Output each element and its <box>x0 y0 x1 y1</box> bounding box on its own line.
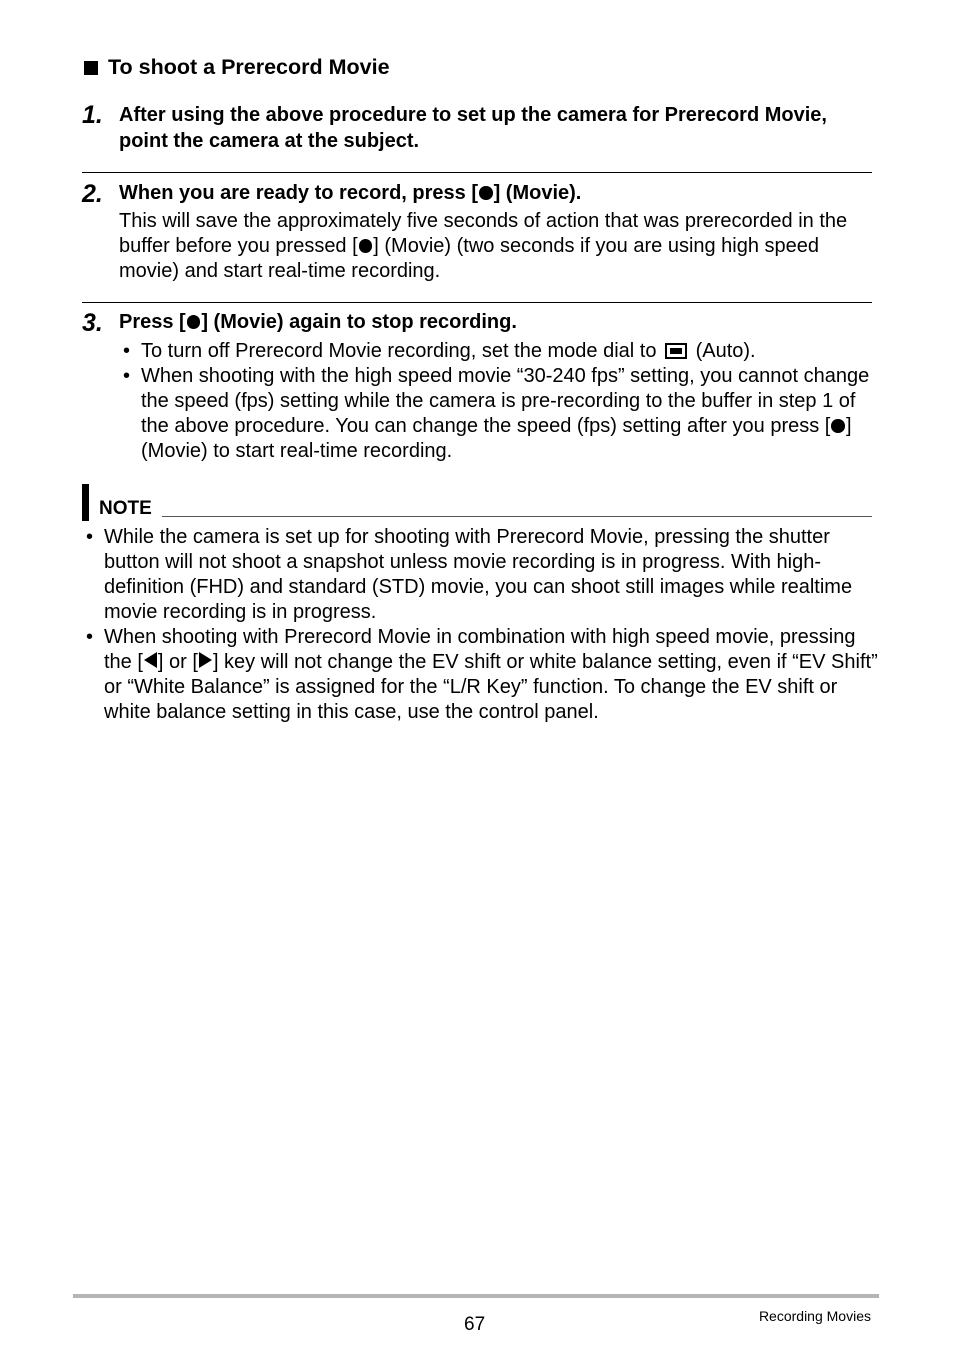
section-title-text: To shoot a Prerecord Movie <box>108 55 390 79</box>
auto-mode-icon <box>665 343 687 359</box>
footer-section-name: Recording Movies <box>758 1308 871 1324</box>
page-number: 67 <box>464 1314 486 1335</box>
step-3-number: 3. <box>82 309 103 337</box>
movie-button-icon <box>831 419 845 433</box>
note-divider <box>162 516 872 517</box>
list-item: • When shooting with Prerecord Movie in combination with high speed movie, pressing the [ ] or [ ] key will not change the EV shift or white balance setting, even if “EV Shift” or “White Balance” is assigned for the “L/R Key” function. To change the EV shift or white balance setting in this case, use the control panel. <box>82 625 882 725</box>
left-arrow-key-icon <box>144 652 157 668</box>
step-2-number: 2. <box>82 180 103 208</box>
movie-button-icon <box>359 239 373 253</box>
step-2-heading: When you are ready to record, press [ ] (Movie). <box>119 182 582 204</box>
black-square-icon <box>84 61 98 75</box>
step-divider <box>82 302 872 303</box>
step-1-heading: After using the above procedure to set up the camera for Prerecord Movie, point the camera at the subject. <box>119 104 827 152</box>
step-1-number: 1. <box>82 101 103 129</box>
movie-button-icon <box>187 315 201 329</box>
note-label: NOTE <box>99 498 152 519</box>
list-item: • To turn off Prerecord Movie recording, set the mode dial to (Auto). <box>119 339 879 364</box>
note-bar-icon <box>82 484 89 521</box>
step-3-heading: Press [ ] (Movie) again to stop recording. <box>119 311 517 333</box>
step-3-bullets <box>119 339 879 464</box>
step-divider <box>82 172 872 173</box>
step-2-body: This will save the approximately five seconds of action that was prerecorded in the buffer before you pressed [ ] (Movie) (two seconds if you are using high speed movie) and start real-time recording. <box>119 210 848 282</box>
note-bullets <box>82 525 882 725</box>
right-arrow-key-icon <box>199 652 212 668</box>
movie-button-icon <box>479 186 493 200</box>
list-item: • While the camera is set up for shooting with Prerecord Movie, pressing the shutter button will not shoot a snapshot unless movie recording is in progress. With high-definition (FHD) and standard (STD) movie, you can shoot still images while realtime movie recording is in progress. <box>82 525 882 625</box>
list-item: • When shooting with the high speed movie “30-240 fps” setting, you cannot change the speed (fps) setting while the camera is pre-recording to the buffer in step 1 of the above procedure. You can change the speed (fps) setting after you press [ ] (Movie) to start real-time recording. <box>119 364 879 464</box>
section-title <box>84 54 390 80</box>
footer-divider <box>73 1294 879 1298</box>
